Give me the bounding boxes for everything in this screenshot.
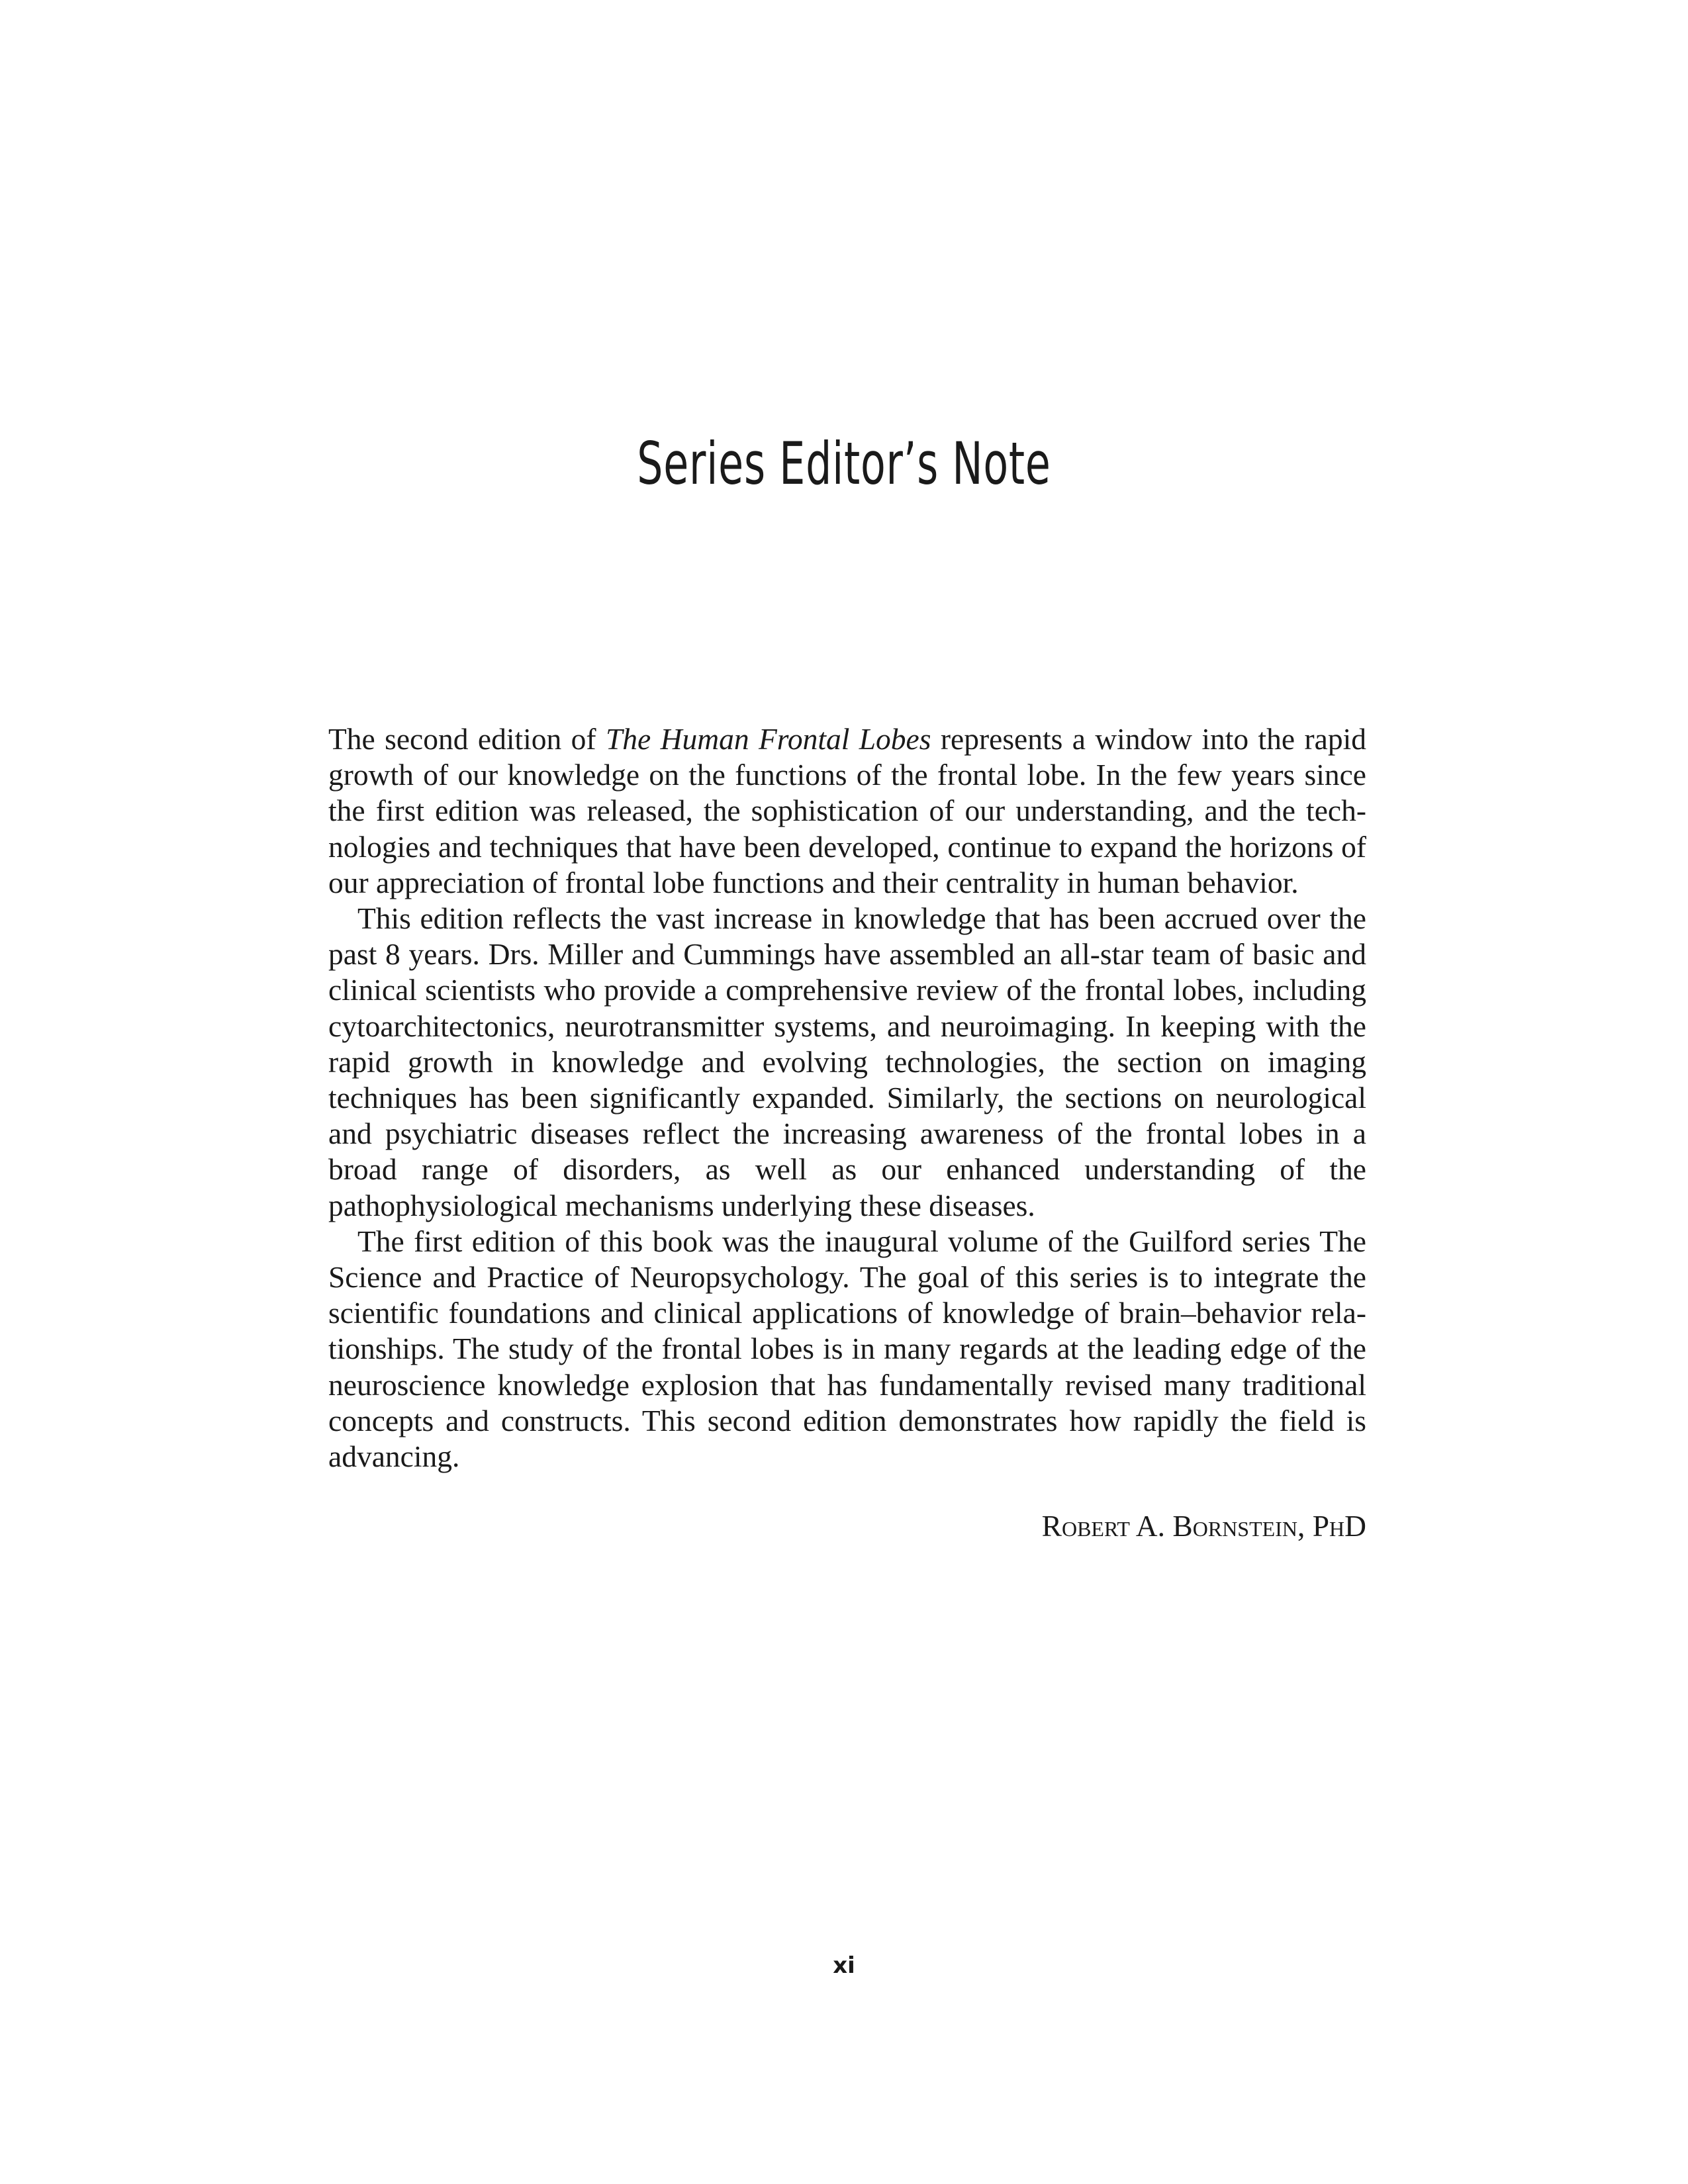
book-title: The Human Frontal Lobes [605, 722, 931, 756]
paragraph-1-lead: The second edition of [328, 722, 606, 756]
paragraph-2: This edition reflects the vast increase in knowledge that has been accrued over the past 8 years. Drs. Miller and Cummings have assembled an all-star team of basic and clinical scientists who provide a comprehensive review of the frontal lobes, including cytoarchitectonics, neurotransmitter systems, and neuroimaging. In keeping with the rapid growth in knowledge and evolving technologies, the section on imaging techniques has been significantly expanded. Similarly, the sections on neurological and psychiatric diseases reflect the increasing awareness of the frontal lobes in a broad range of disorders, as well as our enhanced understanding of the pathophysiological mechanisms underlying these diseases. [328, 901, 1366, 1222]
body-text [328, 721, 1366, 1475]
page-number: xi [833, 1952, 855, 1979]
paragraph-1 [328, 721, 1366, 901]
paragraph-3: The first edition of this book was the inaugural volume of the Guilford series The Science and Practice of Neuropsychology. The goal of this series is to integrate the scientific foundations and clinical applications of knowledge of brain–behavior relationships. The study of the frontal lobes is in many regards at the leading edge of the neuroscience knowledge explosion that has fundamentally revised many traditional concepts and constructs. This second edition demonstrates how rapidly the field is advancing. [328, 1224, 1366, 1474]
page-title: Series Editor’s Note [637, 430, 1051, 498]
paragraph-1-rest: represents a window into the rapid growth of our knowledge on the functions of the frontal lobe. In the few years since the first edition was released, the sophistication of our understanding, and the technologies and techniques that have been developed, continue to expand the horizons of our appreciation of frontal lobe functions and their centrality in human behavior. [328, 722, 1366, 899]
signature: Robert A. Bornstein, PhD [1041, 1509, 1366, 1543]
